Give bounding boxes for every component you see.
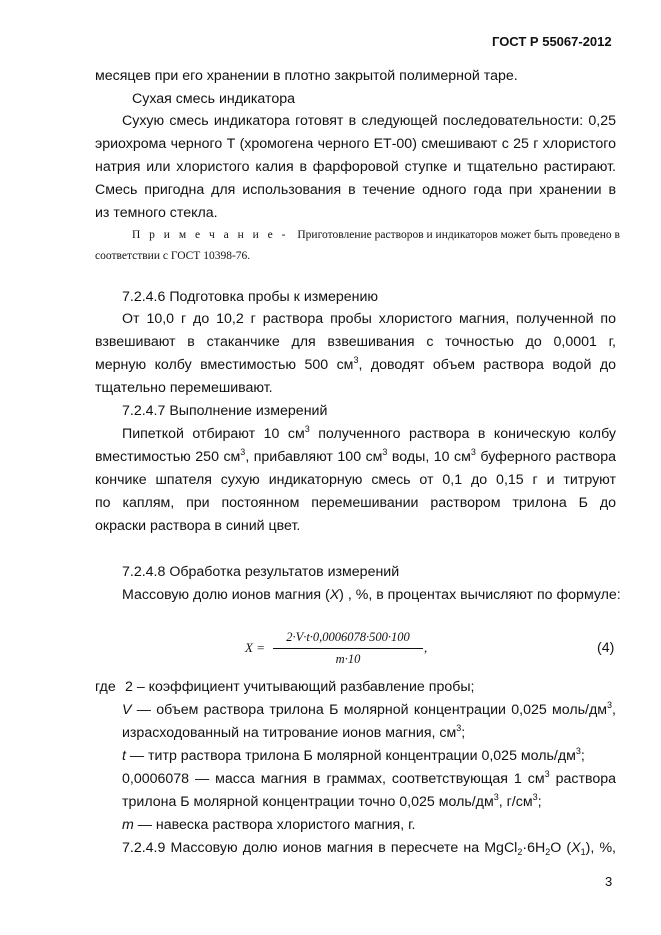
note-text: Приготовление растворов и индикаторов может быть проведено в: [297, 229, 620, 241]
formula-tail: ,: [424, 640, 428, 655]
paragraph-line: От 10,0 г до 10,2 г раствора пробы хлористого магния, полученной по: [122, 311, 616, 327]
variable-t: t: [122, 748, 126, 764]
superscript: 3: [493, 792, 499, 802]
paragraph-line: из темного стекла.: [95, 205, 218, 221]
text-run: раствора: [549, 771, 616, 787]
text-run: израсходованный на титрование ионов магния, см: [122, 725, 457, 741]
where-item: [122, 793, 542, 811]
paragraph-line: эриохрома черного Т (хромогена черного ЕТ-00) смешивают с 25 г хлористого: [95, 136, 616, 152]
paragraph-line: кончике шпателя сухую индикаторную смесь от 0,1 до 0,15 г и титруют: [95, 472, 616, 488]
superscript: 3: [607, 701, 613, 710]
superscript: 3: [456, 723, 462, 733]
superscript: 3: [240, 448, 246, 457]
text-run: вместимостью 250 см: [95, 449, 241, 465]
text-run: ;: [580, 748, 585, 764]
superscript: 3: [470, 448, 476, 457]
formula-number: (4): [597, 640, 615, 656]
subsection-title: Сухая смесь индикатора: [132, 91, 296, 107]
variable-m: m: [122, 817, 134, 833]
paragraph-line: окраски раствора в синий цвет.: [95, 518, 301, 534]
superscript: 3: [382, 448, 388, 457]
paragraph-line: [122, 586, 621, 604]
where-item: [122, 724, 465, 742]
variable-x: X: [329, 587, 340, 603]
where-item: 2 – коэффициент учитывающий разбавление пробы;: [125, 679, 475, 695]
subscript: 2: [517, 847, 523, 857]
page-number: 3: [605, 874, 613, 889]
paragraph-line: тщательно перемешивают.: [95, 380, 273, 396]
paragraph-line: натрия или хлористого калия в фарфоровой ступке и тщательно растирают.: [95, 159, 616, 175]
paragraph-line: по каплям, при постоянном перемешивании раствором трилона Б до: [95, 495, 616, 511]
text-run: ;: [537, 794, 542, 810]
paragraph-line: [95, 356, 616, 374]
text-run: O (: [550, 840, 572, 856]
superscript: 3: [304, 425, 310, 434]
text-run: ), %,: [585, 840, 616, 856]
text-run: трилона Б молярной концентрации точно 0,025 моль/дм: [122, 794, 494, 810]
text-run: ) , %, в процентах вычисляют по формуле:: [339, 587, 621, 603]
paragraph-line: [95, 448, 616, 466]
paragraph-line: месяцев при его хранении в плотно закрытой полимерной таре.: [95, 68, 518, 84]
formula-lhs: X =: [245, 640, 265, 655]
formula-denominator: m·10: [335, 652, 361, 666]
text-run: , доводят объем раствора водой до: [358, 357, 616, 373]
paragraph-line: взвешивают в стаканчике для взвешивания с точностью до 0,0001 г,: [95, 334, 616, 350]
subscript: 1: [580, 847, 586, 857]
paragraph-line: Сухую смесь индикатора готовят в следующей последовательности: 0,25: [122, 113, 616, 129]
where-item: [122, 816, 415, 834]
text-run: , г/см: [498, 794, 533, 810]
text-run: 7.2.4.9 Массовую долю ионов магния в пересчете на MgCl: [122, 840, 518, 856]
section-title: 7.2.4.8 Обработка результатов измерений: [122, 564, 400, 580]
text-run: буферного раствора: [480, 449, 616, 465]
where-item: [122, 770, 616, 788]
note-line: соответствии с ГОСТ 10398-76.: [95, 250, 251, 262]
where-item: [122, 701, 616, 719]
text-run: мерную колбу вместимостью 500 см: [95, 357, 354, 373]
variable-x1: X: [571, 840, 581, 856]
text-run: — объем раствора трилона Б молярной концентрации 0,025 моль/дм: [131, 702, 608, 718]
variable-v: V: [122, 702, 132, 718]
text-run: Массовую долю ионов магния (: [122, 587, 330, 603]
where-label: где: [95, 679, 116, 695]
note-line: [132, 226, 620, 244]
superscript: 3: [575, 746, 581, 756]
text-run: ·6H: [522, 840, 546, 856]
text-run: 0,0006078 — масса магния в граммах, соответствующая 1 см: [122, 771, 545, 787]
section-title: 7.2.4.6 Подготовка пробы к измерению: [122, 289, 379, 305]
paragraph-line: Смесь пригодна для использования в течение одного года при хранении в: [95, 182, 616, 198]
where-item: [122, 747, 585, 765]
text-run: воды, 10 см: [387, 449, 471, 465]
superscript: 3: [544, 770, 550, 779]
superscript: 3: [353, 356, 359, 365]
section-title: 7.2.4.7 Выполнение измерений: [122, 403, 328, 419]
superscript: 3: [532, 792, 538, 802]
note-label: П р и м е ч а н и е -: [132, 229, 289, 241]
text-run: — навеска раствора хлористого магния, г.: [133, 817, 416, 833]
text-run: , прибавляют 100 см: [245, 449, 383, 465]
text-run: ,: [612, 702, 616, 718]
text-run: — титр раствора трилона Б молярной концентрации 0,025 моль/дм: [125, 748, 576, 764]
subscript: 2: [545, 847, 551, 857]
formula-numerator: 2·V·t·0,0006078·500·100: [286, 630, 410, 644]
text-run: полученного раствора в коническую колбу: [309, 426, 616, 442]
document-code: ГОСТ Р 55067-2012: [492, 34, 612, 49]
fraction-bar: [273, 648, 423, 649]
text-run: Пипеткой отбирают 10 см: [122, 426, 305, 442]
paragraph-line: [122, 425, 616, 443]
paragraph-line: [122, 839, 616, 857]
text-run: ;: [461, 725, 466, 741]
